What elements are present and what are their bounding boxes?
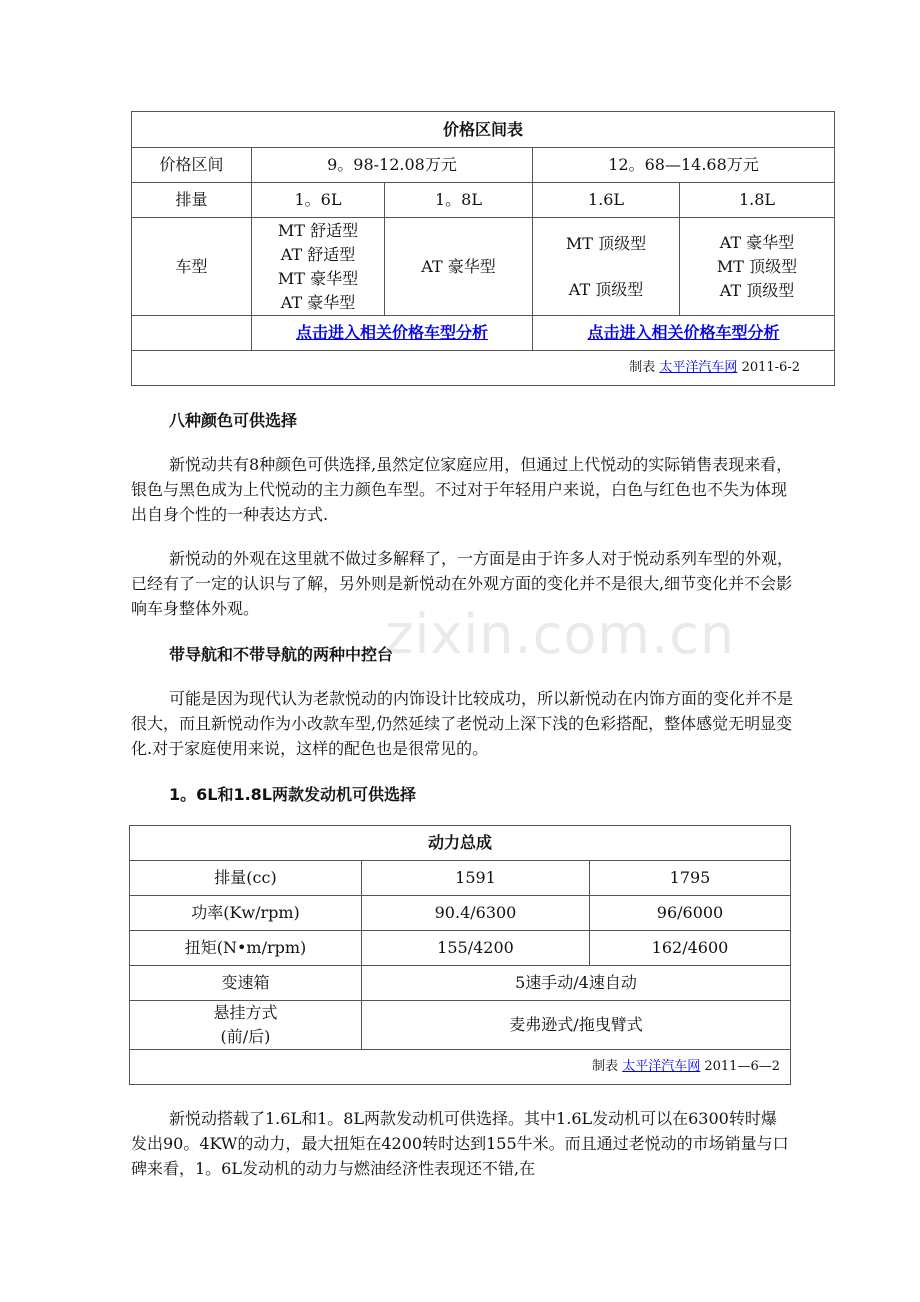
spec-label: 变速箱 (130, 966, 362, 1001)
spec-value: 1795 (590, 861, 791, 896)
displacement-cell: 1.6L (533, 183, 680, 218)
model-item: MT 顶级型 (565, 233, 647, 253)
model-item: AT 豪华型 (719, 232, 795, 252)
credit-date: 2011—6—2 (704, 1059, 780, 1074)
spec-label: 排量(cc) (130, 861, 362, 896)
model-item: MT 豪华型 (277, 268, 359, 288)
section-heading: 带导航和不带导航的两种中控台 (169, 645, 394, 664)
model-label: 车型 (132, 218, 252, 316)
spec-value: 96/6000 (590, 896, 791, 931)
credit-prefix: 制表 (592, 1059, 619, 1074)
model-item: AT 豪华型 (280, 292, 356, 312)
price-table-title: 价格区间表 (132, 112, 835, 148)
section-heading: 八种颜色可供选择 (169, 411, 298, 430)
model-list-col4 (680, 218, 835, 316)
section-heading: 1。6L和1.8L两款发动机可供选择 (169, 785, 417, 804)
powertrain-table (129, 825, 791, 1085)
price-range-label: 价格区间 (132, 148, 252, 183)
model-item: AT 顶级型 (568, 279, 644, 299)
source-link[interactable]: 太平洋汽车网 (622, 1059, 701, 1074)
spec-label (130, 1001, 362, 1050)
displacement-cell: 1。6L (252, 183, 385, 218)
spec-value: 5速手动/4速自动 (362, 966, 791, 1001)
model-list-col3 (533, 218, 680, 316)
suspension-label-sub: (前/后) (220, 1027, 271, 1046)
price-range-low: 9。98-12.08万元 (252, 148, 533, 183)
price-range-high: 12。68—14.68万元 (533, 148, 835, 183)
watermark: zixin.com.cn (385, 603, 736, 666)
model-item: MT 顶级型 (716, 256, 798, 276)
displacement-cell: 1.8L (680, 183, 835, 218)
paragraph: 新悦动搭载了1.6L和1。8L两款发动机可供选择。其中1.6L发动机可以在6300转时爆发出90。4KW的动力，最大扭矩在4200转时达到155牛米。而且通过老悦动的市场销量与口碑来看，1。6L发动机的动力与燃油经济性表现还不错,在 (131, 1109, 789, 1178)
model-item: AT 舒适型 (280, 244, 356, 264)
link-cell-left (252, 316, 533, 351)
spec-value: 1591 (362, 861, 590, 896)
paragraph: 可能是因为现代认为老款悦动的内饰设计比较成功，所以新悦动在内饰方面的变化并不是很大，而且新悦动作为小改款车型,仍然延续了老悦动上深下浅的色彩搭配，整体感觉无明显变化.对于家庭使用来说，这样的配色也是很常见的。 (131, 689, 794, 758)
source-link[interactable]: 太平洋汽车网 (659, 360, 738, 375)
table-credit (130, 1050, 791, 1085)
spec-value: 90.4/6300 (362, 896, 590, 931)
spec-value: 162/4600 (590, 931, 791, 966)
spec-label: 扭矩(N•m/rpm) (130, 931, 362, 966)
paragraph: 新悦动共有8种颜色可供选择,虽然定位家庭应用，但通过上代悦动的实际销售表现来看，银色与黑色成为上代悦动的主力颜色车型。不过对于年轻用户来说，白色与红色也不失为体现出自身个性的一种表达方式. (131, 455, 793, 524)
price-analysis-link[interactable]: 点击进入相关价格车型分析 (587, 323, 780, 342)
credit-prefix: 制表 (629, 360, 656, 375)
model-item: AT 豪华型 (421, 256, 496, 276)
suspension-label: 悬挂方式 (213, 1003, 278, 1022)
spec-label: 功率(Kw/rpm) (130, 896, 362, 931)
model-item: MT 舒适型 (277, 220, 359, 240)
model-item: AT 顶级型 (719, 280, 795, 300)
spec-value: 麦弗逊式/拖曳臂式 (362, 1001, 791, 1050)
powertrain-table-title: 动力总成 (130, 826, 791, 861)
credit-date: 2011-6-2 (741, 360, 800, 375)
empty-cell (132, 316, 252, 351)
price-analysis-link[interactable]: 点击进入相关价格车型分析 (295, 323, 488, 342)
table-credit (132, 351, 835, 386)
spec-value: 155/4200 (362, 931, 590, 966)
link-cell-right (533, 316, 835, 351)
model-list-col2 (385, 218, 533, 316)
displacement-cell: 1。8L (385, 183, 533, 218)
displacement-label: 排量 (132, 183, 252, 218)
paragraph: 新悦动的外观在这里就不做过多解释了，一方面是由于许多人对于悦动系列车型的外观，已经有了一定的认识与了解，另外则是新悦动在外观方面的变化并不是很大,细节变化并不会影响车身整体外观。 (131, 549, 794, 618)
price-range-table (131, 111, 835, 386)
model-list-col1 (252, 218, 385, 316)
